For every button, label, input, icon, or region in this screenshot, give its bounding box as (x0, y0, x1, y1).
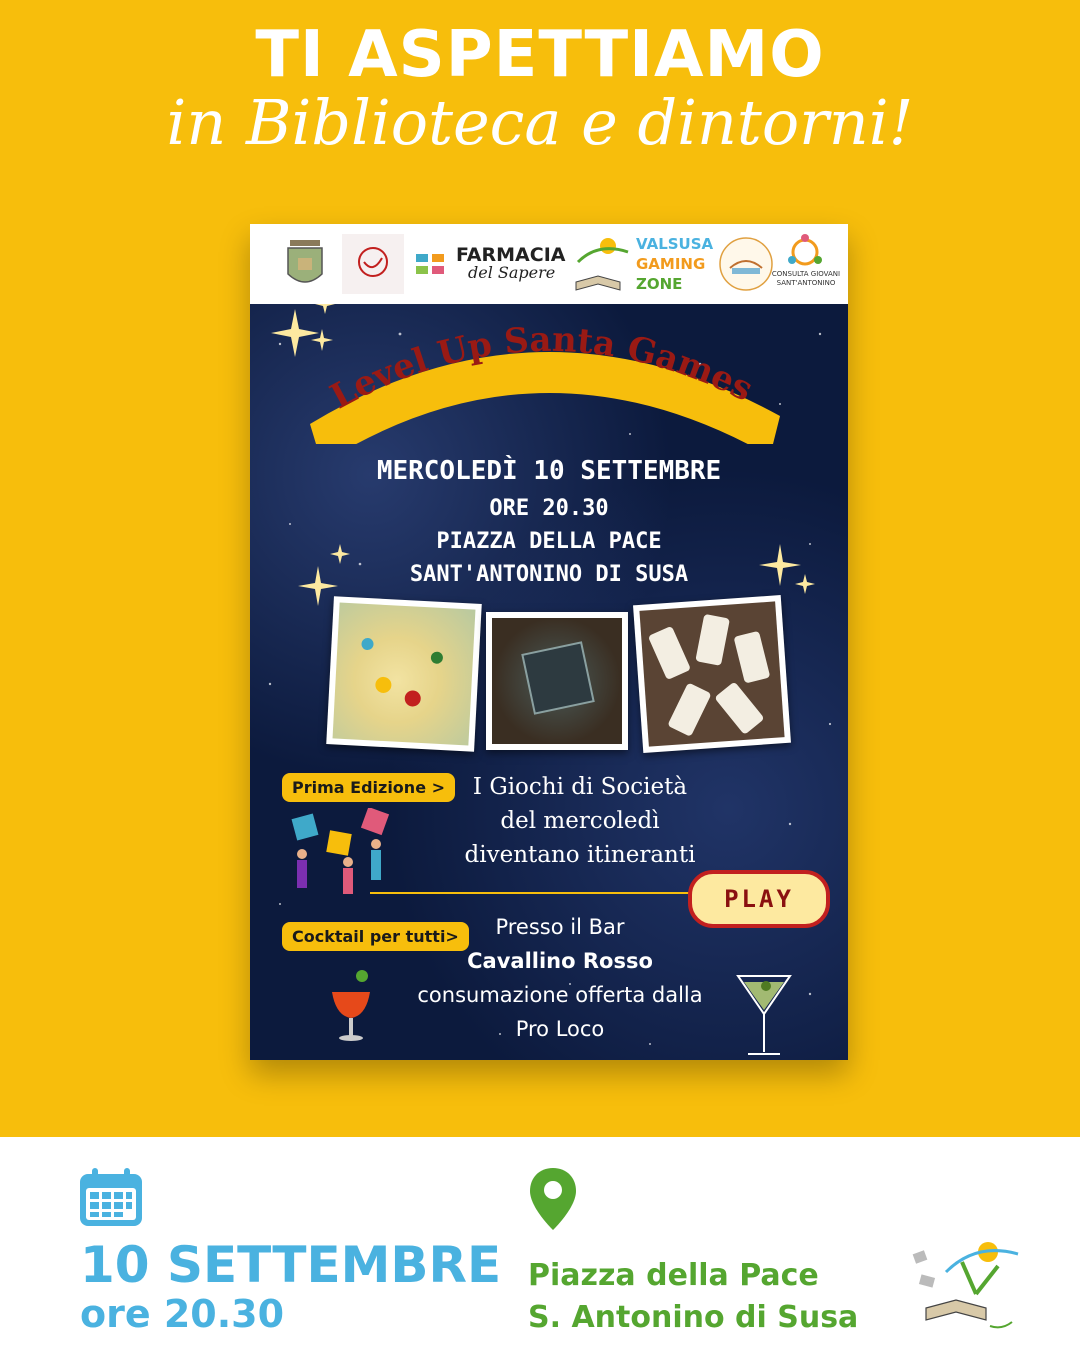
poster-town: SANT'ANTONINO DI SUSA (409, 562, 689, 587)
footer-place-line1: Piazza della Pace (528, 1258, 819, 1293)
poster-title: Level Up Santa Games (323, 319, 760, 418)
cocktail-glass-icon (326, 966, 376, 1046)
photo-dominoes (633, 595, 791, 753)
bar-line-3: consumazione offerta dalla (417, 983, 703, 1007)
library-logo-icon (340, 232, 406, 296)
calendar-icon (78, 1166, 144, 1228)
tag-prima-edizione: Prima Edizione > (282, 773, 455, 802)
footer-time: ore 20.30 (80, 1292, 285, 1336)
desc-line-3: diventano itineranti (464, 842, 696, 868)
library-books-logo-icon (906, 1232, 1022, 1332)
valsusa-line2: GAMING (636, 255, 706, 273)
title-banner (250, 304, 848, 444)
footer-place-line2: S. Antonino di Susa (528, 1300, 859, 1335)
municipality-crest-icon (280, 232, 330, 296)
consulta-line1: CONSULTA GIOVANI (771, 270, 841, 278)
bar-line-4: Pro Loco (515, 1017, 605, 1041)
play-button[interactable]: PLAY (688, 870, 830, 928)
valsusa-line1: VALSUSA (636, 235, 714, 253)
footer-date: 10 SETTEMBRE (80, 1236, 502, 1294)
subheadline: in Biblioteca e dintorni! (166, 86, 914, 159)
bar-line-1: Presso il Bar (495, 915, 625, 939)
bar-line-2: Cavallino Rosso (467, 949, 653, 973)
farmacia-line2: del Sapere (468, 263, 556, 282)
logo-bar (250, 224, 848, 304)
poster-date: MERCOLEDÌ 10 SETTEMBRE (376, 456, 722, 486)
consulta-label (766, 270, 846, 288)
farmacia-line1: FARMACIA (456, 244, 566, 266)
headline: TI ASPETTIAMO (255, 18, 825, 92)
event-poster (250, 224, 848, 1060)
valsusa-gaming-label (636, 234, 713, 294)
farmacia-cross-icon (412, 232, 452, 296)
desc-line-1: I Giochi di Società (472, 774, 688, 800)
divider-line (370, 892, 690, 894)
farmacia-label (456, 246, 565, 282)
photo-players-table (486, 612, 628, 750)
poster-time: ORE 20.30 (489, 496, 609, 521)
desc-line-2: del mercoledì (500, 808, 660, 834)
tag-cocktail: Cocktail per tutti> (282, 922, 469, 951)
martini-glass-icon (734, 956, 794, 1060)
consulta-line2: SANT'ANTONINO (776, 279, 836, 287)
bar-info (400, 910, 720, 1046)
poster-place: PIAZZA DELLA PACE (436, 529, 662, 554)
location-pin-icon (528, 1166, 578, 1232)
photo-board-game (326, 596, 482, 752)
valsusa-line3: ZONE (636, 275, 683, 293)
poster-description (450, 770, 710, 872)
valsusa-books-icon (568, 232, 634, 296)
